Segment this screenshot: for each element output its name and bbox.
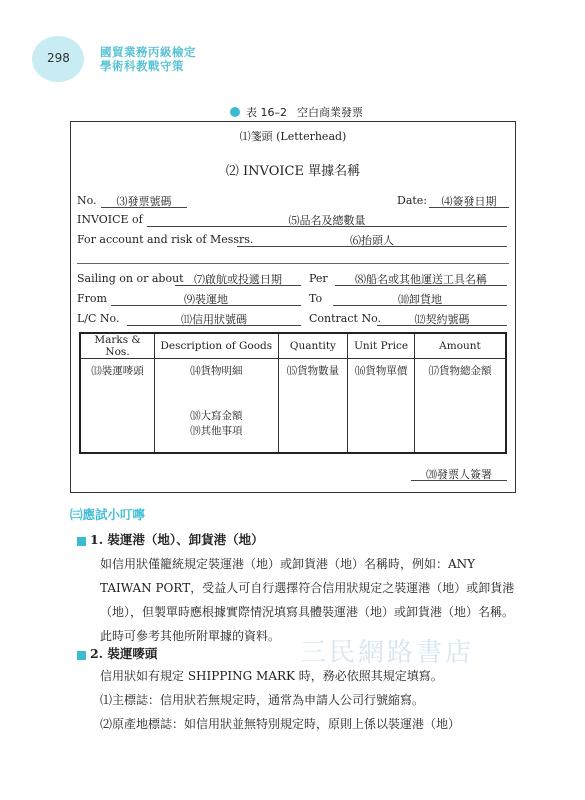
date-label: Date: <box>397 194 428 207</box>
to-value: ⑽卸貨地 <box>398 293 442 306</box>
table-cell-description <box>155 359 278 454</box>
invoice-of-underline <box>147 226 507 227</box>
account-value: ⑹抬頭人 <box>350 234 394 247</box>
square-bullet-icon <box>77 537 86 546</box>
page-number: 298 <box>47 51 70 65</box>
invoice-title: ⑵ INVOICE 單據名稱 <box>225 164 361 179</box>
date-underline <box>429 207 509 208</box>
invoice-of-value: ⑸品名及總數量 <box>288 214 366 227</box>
contract-underline <box>377 325 507 326</box>
column-header: Amount <box>414 333 506 359</box>
letterhead-label: ⑴箋頭 (Letterhead) <box>239 130 347 143</box>
contract-label: Contract No. <box>309 312 381 325</box>
no-value: ⑶發票號碼 <box>116 195 172 208</box>
lc-value: ⑾信用狀號碼 <box>181 313 247 326</box>
watermark: 三民網路書店 <box>300 638 475 668</box>
table-cell-quantity: ⒂貨物數量 <box>278 359 348 454</box>
invoice-form <box>70 121 516 493</box>
item2-title: 2. 裝運嘜頭 <box>90 646 158 661</box>
table-cell-marks: ⒀裝運嘜頭 <box>80 359 155 454</box>
column-header: Quantity <box>278 333 348 359</box>
table-caption <box>230 104 363 120</box>
from-underline <box>111 305 301 306</box>
book-title-line1: 國貿業務丙級檢定 <box>100 45 196 59</box>
account-label: For account and risk of Messrs. <box>77 233 254 246</box>
sailing-value: ⑺啟航或投遞日期 <box>194 273 282 286</box>
other-matters: ⒆其他事項 <box>190 425 243 437</box>
item1-title: 1. 裝運港（地）、卸貨港（地） <box>90 532 264 547</box>
lc-label: L/C No. <box>77 312 120 325</box>
item2-line3: ⑵原產地標誌：如信用狀並無特別規定時，原則上係以裝運港（地） <box>100 717 461 731</box>
date-value: ⑷簽發日期 <box>441 195 497 208</box>
caption-number: 表 16–2 <box>246 106 287 119</box>
signature-value: ⒇發票人簽署 <box>426 468 492 481</box>
from-label: From <box>77 292 107 305</box>
separator-line <box>77 263 509 264</box>
per-label: Per <box>309 272 328 285</box>
column-header: Unit Price <box>348 333 415 359</box>
signature-underline <box>411 480 507 481</box>
goods-table <box>79 332 507 454</box>
contract-value: ⑿契約號碼 <box>414 313 470 326</box>
item1-body: 如信用狀僅籠統規定裝運港（地）或卸貨港（地）名稱時，例如：ANY TAIWAN PORT，受益人可自行選擇符合信用狀規定之裝運港（地）或卸貨港（地），但製單時應根據實際情況填寫具體裝運港（地）或卸貨港（地）名稱。此時可參考其他所附單據的資料。 <box>100 557 515 643</box>
bullet-dot-icon <box>230 107 240 117</box>
section-title: ㈢應試小叮嚀 <box>70 507 146 522</box>
table-cell-amount: ⒄貨物總金額 <box>414 359 506 454</box>
sailing-label: Sailing on or about <box>77 272 184 285</box>
sailing-underline <box>175 285 301 286</box>
caption-title: 空白商業發票 <box>297 106 363 119</box>
per-value: ⑻船名或其他運送工具名稱 <box>355 273 487 286</box>
column-header: Description of Goods <box>155 333 278 359</box>
from-value: ⑼裝運地 <box>184 293 228 306</box>
invoice-of-label: INVOICE of <box>77 213 143 226</box>
book-title-line2: 學術科教戰守策 <box>100 59 184 73</box>
table-header-row <box>80 333 506 359</box>
amount-in-words: ⒅大寫金額 <box>190 410 243 422</box>
lc-underline <box>127 325 301 326</box>
no-underline <box>101 207 187 208</box>
table-row <box>80 359 506 454</box>
to-label: To <box>309 292 323 305</box>
no-label: No. <box>77 194 97 207</box>
description-value: ⒁貨物明細 <box>190 365 243 377</box>
square-bullet-icon <box>77 651 86 660</box>
item2-line1: 信用狀如有規定 SHIPPING MARK 時，務必依照其規定填寫。 <box>100 669 443 683</box>
table-cell-unit-price: ⒃貨物單價 <box>348 359 415 454</box>
account-underline <box>237 246 507 247</box>
column-header: Marks & Nos. <box>80 333 155 359</box>
item2-line2: ⑴主標誌：信用狀若無規定時，通常為申請人公司行號縮寫。 <box>100 693 425 707</box>
to-underline <box>333 305 507 306</box>
per-underline <box>335 285 507 286</box>
